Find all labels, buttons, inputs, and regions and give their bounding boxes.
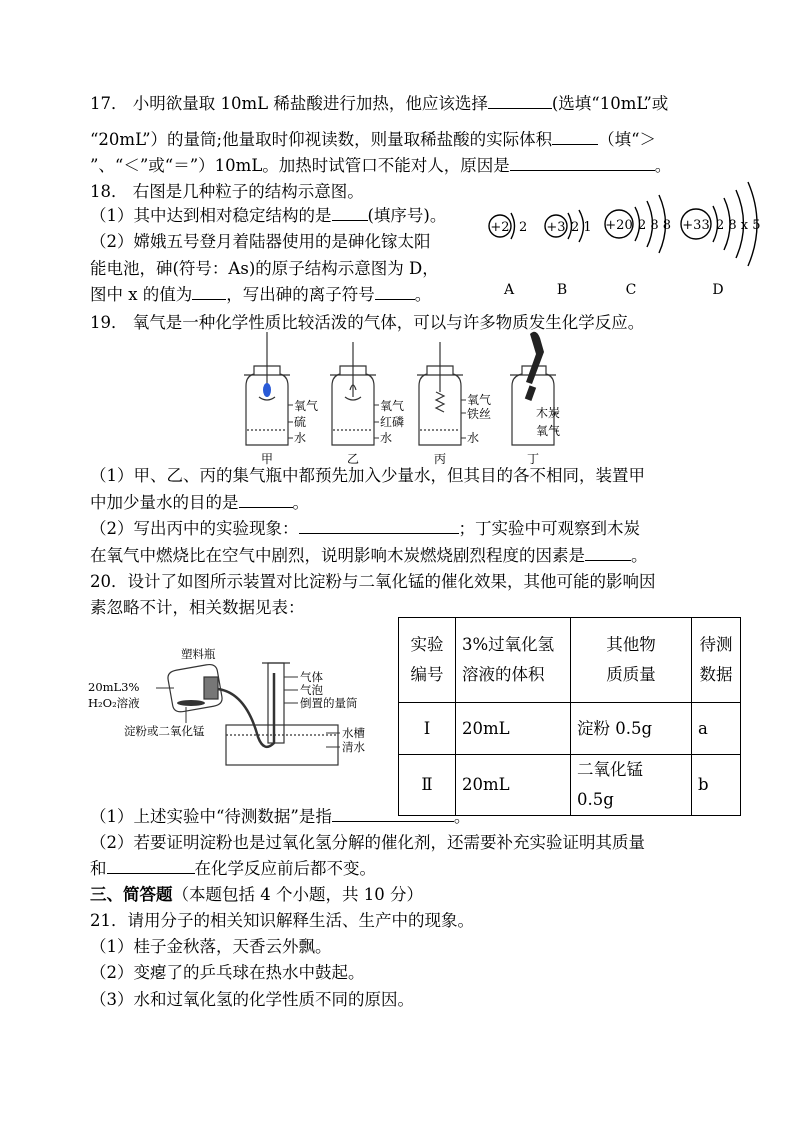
q19-title: 19． 氧气是一种化学性质比较活泼的气体，可以与许多物质发生化学反应。 [90,313,645,332]
oxygen-reaction-apparatus [230,330,570,465]
label-d: D [712,282,724,298]
q19-part1-line2: 中加少量水的目的是 。 [90,493,309,512]
shells-d: 2 8 x 5 [716,218,761,233]
table-header: 待测 数据 [692,618,741,703]
q20-part1: （1）上述实验中“待测数据”是指 。 [90,807,471,826]
water-trough [226,725,338,765]
nucleus-d-label: +33 [682,218,710,233]
q20-title-line2: 素忽略不计，相关数据见表： [90,598,305,617]
apparatus-label: 甲 [260,452,274,465]
q18-title: 18． 右图是几种粒子的结构示意图。 [90,182,364,201]
nucleus-b-label: +3 [546,220,566,235]
q19-part2: （2）写出丙中的实验现象： ；丁实验中可观察到木炭 [90,519,640,538]
nucleus-c-label: +20 [605,218,633,233]
solution-label: 20mL3% [88,680,140,694]
q17-line1: 17． 小明欲量取 10mL 稀盐酸进行加热，他应该选择 (选填“10mL”或 [90,94,669,113]
svg-text:木炭: 木炭 [535,406,560,420]
answer-blank[interactable] [375,284,415,300]
apparatus-label: 丙 [433,452,447,465]
nucleus-a-label: +2 [490,220,510,235]
tongs-icon [526,332,544,384]
answer-blank[interactable] [299,518,459,534]
charcoal [525,385,536,401]
answer-blank[interactable] [332,205,368,221]
catalyst-label: 淀粉或二氧化锰 [124,724,205,738]
label-b: B [556,282,568,298]
q20-part2: （2）若要证明淀粉也是过氧化氢分解的催化剂，还需要补充实验证明其质量 [90,833,645,852]
apparatus-label: 乙 [346,452,360,465]
q21-item-3: （3）水和过氧化氢的化学性质不同的原因。 [90,990,414,1009]
table-header: 实验 编号 [399,618,456,703]
apparatus-label: 丁 [526,452,540,465]
table-row: Ⅱ 20mL 二氧化锰 0.5g b [399,755,741,816]
inverted-cylinder [268,663,284,743]
q19-part1-line1: （1）甲、乙、丙的集气瓶中都预先加入少量水，但其目的各不相同，装置甲 [90,466,645,485]
table-row: Ⅰ 20mL 淀粉 0.5g a [399,703,741,755]
svg-text:水槽: 水槽 [342,726,365,740]
answer-blank[interactable] [488,93,552,109]
svg-text:氧气: 氧气 [535,424,560,438]
table-header-row [399,618,741,703]
answer-blank[interactable] [192,284,226,300]
q21-item-1: （1）桂子金秋落，天香云外飘。 [90,937,332,956]
svg-text:硫: 硫 [294,415,307,429]
svg-text:氧气: 氧气 [380,399,405,413]
solution-label-2: H₂O₂溶液 [88,696,140,710]
table-header: 其他物 质质量 [571,618,692,703]
svg-text:红磷: 红磷 [380,415,405,429]
q21-item-2: （2）变瘪了的乒乓球在热水中鼓起。 [90,963,365,982]
label-a: A [503,282,515,298]
answer-blank[interactable] [239,492,293,508]
q18-part1: （1）其中达到相对稳定结构的是 (填序号)。 [90,206,447,225]
svg-text:水: 水 [294,431,307,445]
q18-part3: 能电池，砷(符号：As)的原子结构示意图为 D， [90,259,439,278]
answer-blank[interactable] [552,129,598,145]
svg-text:水: 水 [380,431,393,445]
q17-line3: ”、“＜”或“＝”）10mL。加热时试管口不能对人，原因是 。 [90,156,672,175]
answer-blank[interactable] [585,545,631,561]
q19-part3: 在氧气中燃烧比在空气中剧烈，说明影响木炭燃烧剧烈程度的因素是 。 [90,546,648,565]
q20-title-line1: 20．设计了如图所示装置对比淀粉与二氧化锰的催化效果，其他可能的影响因 [90,572,656,591]
svg-text:气体: 气体 [300,670,323,684]
svg-text:气泡: 气泡 [300,683,323,697]
q21-title: 21．请用分子的相关知识解释生活、生产中的现象。 [90,911,474,930]
bottle-label: 塑料瓶 [181,647,216,661]
stopper [204,677,218,699]
shells-a: 2 [519,220,528,235]
experiment-data-table [398,617,741,816]
atom-structure-diagrams [478,178,778,303]
answer-blank[interactable] [107,858,195,874]
catalyst-powder [177,700,205,706]
sulfur-flame [263,383,271,397]
svg-text:倒置的量筒: 倒置的量筒 [300,696,358,710]
svg-text:氧气: 氧气 [294,399,319,413]
answer-blank[interactable] [332,806,454,822]
section-heading: 三、简答题（本题包括 4 个小题，共 10 分） [90,885,423,904]
q18-part2: （2）嫦娥五号登月着陆器使用的是砷化镓太阳 [90,232,431,251]
svg-text:氧气: 氧气 [467,393,492,407]
svg-text:水: 水 [467,431,480,445]
q18-part4: 图中 x 的值为 ，写出砷的离子符号 。 [90,285,432,304]
svg-text:铁丝: 铁丝 [467,407,492,421]
answer-blank[interactable] [510,155,655,171]
shells-c: 2 8 8 [638,218,672,233]
table-header: 3%过氧化氢 溶液的体积 [456,618,571,703]
q17-line2: “20mL”）的量筒;他量取时仰视读数，则量取稀盐酸的实际体积 （填“＞ [90,130,657,149]
catalyst-apparatus [86,645,386,770]
shells-b: 2 1 [571,220,592,235]
svg-text:清水: 清水 [342,740,365,754]
label-c: C [625,282,637,298]
q20-part3: 和 在化学反应前后都不变。 [90,859,376,878]
